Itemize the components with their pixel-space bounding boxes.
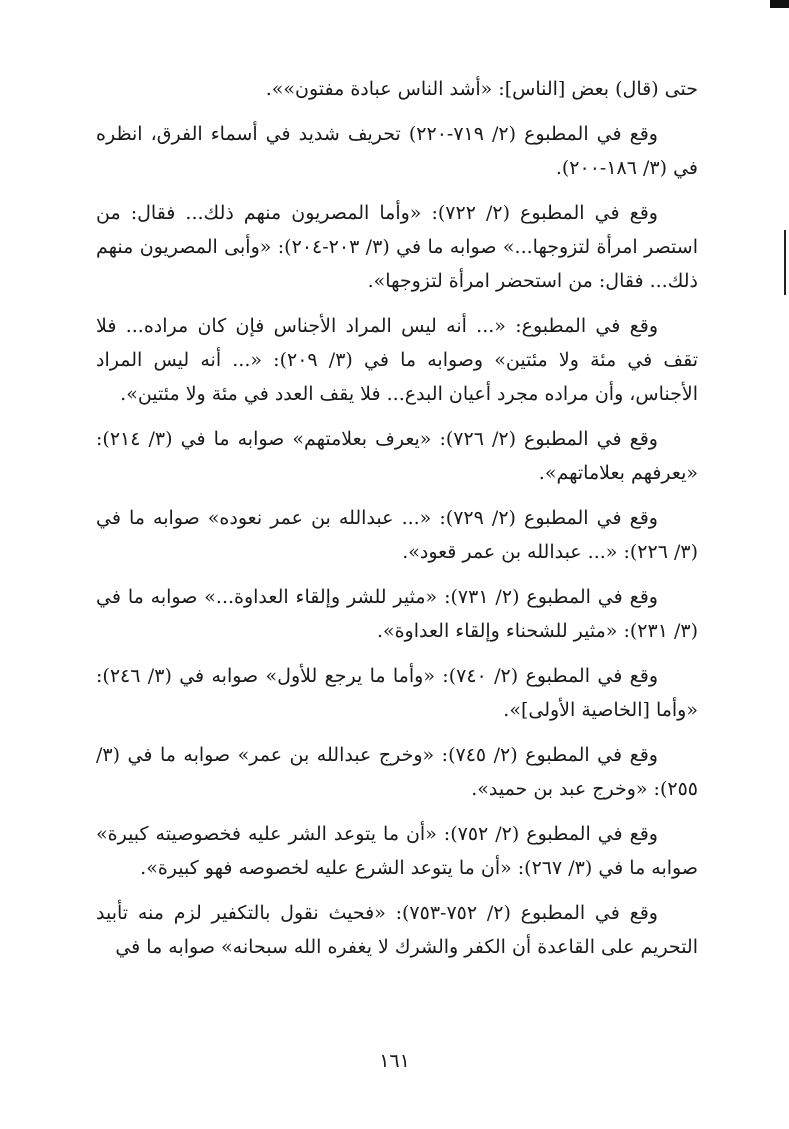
paragraph: وقع في المطبوع (٢/ ٧٢٦): «يعرف بعلامتهم» صوابه ما في (٣/ ٢١٤): «يعرفهم بعلاماتهم». xyxy=(96,428,698,484)
paragraph: وقع في المطبوع (٢/ ٧٥٢): «أن ما يتوعد الشر عليه فخصوصيته كبيرة» صوابه ما في (٣/ ٢٦٧): «أن ما يتوعد الشرع عليه لخصوصه فهو كبيرة». xyxy=(96,823,698,879)
paragraph: حتى (قال) بعض [الناس]: «أشد الناس عبادة مفتون»». xyxy=(265,78,698,100)
page-body xyxy=(96,72,698,975)
scan-margin-mark xyxy=(784,230,786,295)
paragraph: وقع في المطبوع (٢/ ٧٢٩): «... عبدالله بن عمر نعوده» صوابه ما في (٣/ ٢٢٦): «... عبدالله بن عمر قعود». xyxy=(96,507,698,563)
paragraph: وقع في المطبوع (٢/ ٧٥٢-٧٥٣): «فحيث نقول بالتكفير لزم منه تأبيد التحريم على القاعدة أن الكفر والشرك لا يغفره الله سبحانه» صوابه ما في xyxy=(96,902,698,958)
paragraph: وقع في المطبوع (٢/ ٧٣١): «مثير للشر وإلقاء العداوة...» صوابه ما في (٣/ ٢٣١): «مثير للشحناء وإلقاء العداوة». xyxy=(96,586,698,642)
paragraph: وقع في المطبوع (٢/ ٧٢٢): «وأما المصريون منهم ذلك... فقال: من استصر امرأة لتزوجها...» صوابه ما في (٣/ ٢٠٣-٢٠٤): «وأبى المصريون منهم ذلك... فقال: من استحضر امرأة لتزوجها». xyxy=(96,202,698,292)
paragraph: وقع في المطبوع (٢/ ٧٤٠): «وأما ما يرجع للأول» صوابه في (٣/ ٢٤٦): «وأما [الخاصية الأولى]». xyxy=(96,665,698,721)
paragraph: وقع في المطبوع (٢/ ٧٤٥): «وخرج عبدالله بن عمر» صوابه ما في (٣/ ٢٥٥): «وخرج عبد بن حميد». xyxy=(96,744,698,800)
paragraph: وقع في المطبوع (٢/ ٧١٩-٢٢٠) تحريف شديد في أسماء الفرق، انظره في (٣/ ١٨٦-٢٠٠). xyxy=(96,123,698,179)
paragraph: وقع في المطبوع: «... أنه ليس المراد الأجناس فإن كان مراده... فلا تقف في مئة ولا مئتين» وصوابه ما في (٣/ ٢٠٩): «... أنه ليس المراد الأجناس، وأن مراده مجرد أعيان البدع... فلا يقف العدد في مئة ولا مئتين». xyxy=(96,315,698,405)
page-number: ١٦١ xyxy=(379,1050,410,1072)
scan-corner-mark xyxy=(770,0,789,8)
